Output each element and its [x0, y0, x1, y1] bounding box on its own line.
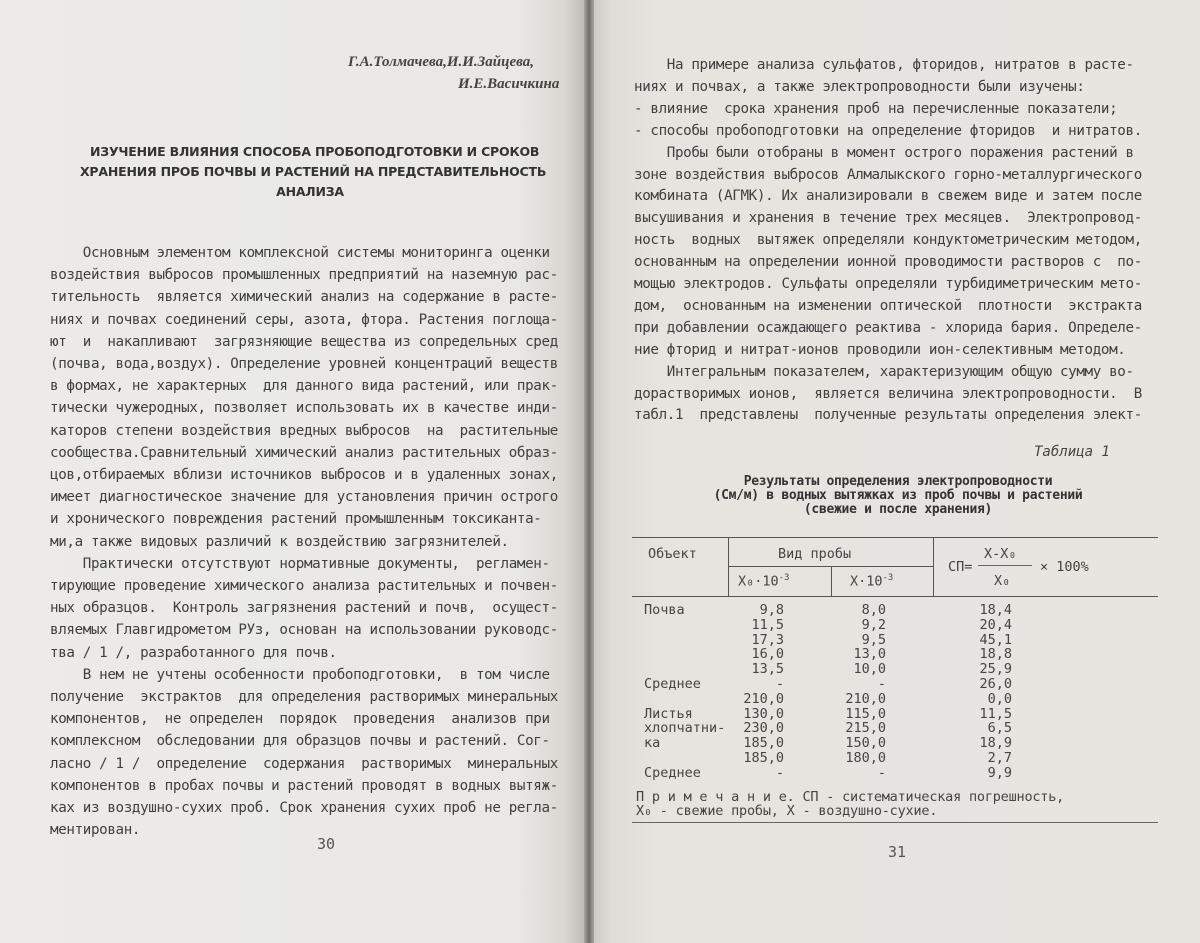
cell-object: Среднее [644, 676, 701, 692]
cell-x: - [877, 764, 886, 781]
cell-x0: 13,5 [751, 661, 784, 678]
table-note-line-2: X₀ - свежие пробы, X - воздушно-сухие. [636, 803, 938, 819]
cell-x: 215,0 [845, 720, 886, 737]
article-title-line-1: ИЗУЧЕНИЕ ВЛИЯНИЯ СПОСОБА ПРОБОПОДГОТОВКИ И СРОКОВ [90, 144, 540, 159]
cell-object: Листья [644, 705, 693, 722]
cell-sp: 26,0 [979, 676, 1012, 692]
body-text-line: ках из воздушно-сухих проб. Срок хранения сухих проб не регла- [50, 800, 558, 816]
body-text-line: ниях и почвах, а также электропроводности были изучены: [634, 78, 1085, 95]
body-text-line: ментирован. [50, 822, 141, 839]
table-title-line-2: (См/м) в водных вытяжках из проб почвы и растений [713, 488, 1083, 503]
body-text-line: зоне воздействия выбросов Алмалыкского горно-металлургического [634, 166, 1142, 183]
cell-sp: 25,9 [979, 661, 1012, 678]
cell-x0: 17,3 [751, 631, 784, 648]
right-page [588, 0, 1200, 943]
body-text-line: ми,а также видовых различий к воздействию загрязнителей. [50, 533, 509, 550]
cell-sp: 20,4 [979, 616, 1012, 633]
cell-x: 210,0 [845, 690, 886, 707]
cell-x: 8,0 [861, 602, 886, 618]
table-caption: Таблица 1 [1034, 444, 1110, 460]
table-top-rule [632, 537, 1158, 538]
body-text-line: В нем не учтены особенности пробоподготовки, в том числе [50, 666, 550, 683]
cell-x0: 9,8 [759, 602, 784, 618]
body-text-line: дорастворимых ионов, является величина электропроводности. В [634, 385, 1142, 402]
article-title-line-3: АНАЛИЗА [276, 184, 344, 199]
cell-x: 115,0 [845, 705, 886, 722]
header-sp-suffix: × 100% [1040, 559, 1089, 575]
header-sp-denominator: X₀ [994, 573, 1011, 589]
cell-x: 10,0 [853, 661, 886, 678]
body-text-line: Основным элементом комплексной системы мониторинга оценки [50, 245, 550, 261]
authors-line-1: Г.А.Толмачева,И.И.Зайцева, [348, 54, 534, 70]
body-text-line: имеет диагностическое значение для установления причин острого [50, 489, 558, 506]
cell-x: - [877, 676, 886, 692]
cell-x0: 11,5 [751, 616, 784, 633]
body-text-line: компонентов, не определен порядок проведения анализов при [50, 711, 550, 728]
body-text-line: ние фторид и нитрат-ионов проводили ион-селективным методом. [634, 341, 1126, 358]
cell-x0: 185,0 [743, 750, 784, 766]
body-text-line: - способы пробоподготовки на определение фторидов и нитратов. [634, 122, 1142, 139]
page-number-right: 31 [888, 843, 907, 861]
cell-x: 9,5 [861, 631, 886, 648]
cell-x0: 210,0 [743, 690, 784, 707]
cell-sp: 6,5 [987, 720, 1012, 737]
body-text-line: ность водных вытяжек определяли кондуктометрическим методом, [634, 232, 1142, 249]
table-col-divider-2 [831, 566, 832, 596]
body-text-line: получение экстрактов для определения растворимых минеральных [50, 689, 558, 705]
cell-x0: - [775, 676, 784, 692]
cell-sp: 18,4 [979, 602, 1012, 618]
body-text-line: Пробы были отобраны в момент острого поражения растений в [634, 144, 1134, 161]
body-text-line: и хронического повреждения растений промышленным токсиканта- [50, 511, 542, 528]
body-text-line: компонентов в пробах почвы и растений проводят в водных вытяж- [50, 777, 558, 794]
table-col-divider-1 [728, 537, 729, 596]
body-text-line: - влияние срока хранения проб на перечисленные показатели; [634, 100, 1118, 117]
body-text-line: ниях и почвах соединений серы, азота, фтора. Растения поглоща- [50, 311, 558, 328]
page-number-left: 30 [317, 835, 336, 853]
body-text-line: высушивания и хранения в течение трех месяцев. Электропровод- [634, 210, 1142, 227]
table-col-divider-3 [933, 537, 934, 596]
body-text-line: тически чужеродных, позволяет использовать их в качестве инди- [50, 400, 558, 417]
header-sp-fraction-bar [978, 565, 1032, 566]
body-text-line: воздействия выбросов промышленных предприятий на наземную рас- [50, 267, 558, 284]
header-sp-numerator: X-X₀ [984, 546, 1017, 562]
header-object: Объект [648, 546, 697, 562]
body-text-line: вляемых Главгидрометом РУз, основан на использовании руководс- [50, 622, 558, 639]
body-text-line: тва / 1 /, разработанного для почв. [50, 644, 337, 661]
body-text-line: основанным на определении ионной проводимости растворов с по- [634, 254, 1142, 271]
cell-sp: 11,5 [979, 705, 1012, 722]
body-text-line: каторов степени воздействия вредных выбросов на растительные [50, 422, 558, 439]
cell-x: 150,0 [845, 735, 886, 752]
table-title-line-1: Результаты определения электропроводности [743, 474, 1053, 489]
body-text-line: мощью электродов. Сульфаты определяли турбидиметрическим мето- [634, 276, 1142, 292]
table-bottom-rule [632, 822, 1158, 823]
cell-sp: 45,1 [979, 631, 1012, 648]
body-text-line: ных образцов. Контроль загрязнения растений и почв, осущест- [50, 600, 558, 617]
cell-x: 9,2 [861, 616, 886, 633]
body-text-line: ют и накапливают загрязняющие вещества из сопредельных сред [50, 333, 558, 350]
header-x: $X\cdot 10^{-3}$ [850, 573, 894, 590]
body-text-line: дом, основанным на изменении оптической плотности экстракта [634, 297, 1142, 314]
cell-x0: 130,0 [743, 705, 784, 722]
cell-object: ка [644, 735, 661, 752]
book-gutter [584, 0, 594, 943]
body-text-line: (почва, вода,воздух). Определение уровней концентраций веществ [50, 356, 558, 372]
cell-x0: 230,0 [743, 720, 784, 737]
cell-x: 180,0 [845, 750, 886, 766]
cell-sp: 18,8 [979, 646, 1012, 663]
cell-sp: 9,9 [987, 764, 1012, 781]
body-text-line: в формах, не характерных для данного вида растений, или прак- [50, 378, 558, 395]
body-text-line: Интегральным показателем, характеризующим общую сумму во- [634, 363, 1134, 380]
table-note-line-1: П р и м е ч а н и е. СП - систематическая погрешность, [636, 789, 1065, 805]
cell-sp: 0,0 [987, 690, 1012, 707]
header-sample-type: Вид пробы [778, 546, 852, 562]
body-text-line: На примере анализа сульфатов, фторидов, нитратов в расте- [634, 57, 1134, 73]
cell-x: 13,0 [853, 646, 886, 663]
article-title-line-2: ХРАНЕНИЯ ПРОБ ПОЧВЫ И РАСТЕНИЙ НА ПРЕДСТАВИТЕЛЬНОСТЬ [80, 164, 547, 179]
left-page [0, 0, 588, 943]
cell-object: Почва [644, 602, 685, 618]
table-title-line-3: (свежие и после хранения) [803, 502, 993, 517]
cell-x0: 16,0 [751, 646, 784, 663]
body-text-line: цов,отбираемых вблизи источников выбросов и в удаленных зонах, [50, 467, 558, 483]
cell-sp: 18,9 [979, 735, 1012, 752]
body-text-line: тирующие проведение химического анализа растительных и почвен- [50, 578, 558, 594]
body-text-line: комплексном обследовании для образцов почвы и растений. Сог- [50, 733, 550, 750]
body-text-line: табл.1 представлены полученные результаты определения элект- [634, 407, 1142, 424]
body-text-line: ласно / 1 / определение содержания растворимых минеральных [50, 755, 558, 772]
cell-x0: 185,0 [743, 735, 784, 752]
cell-object: хлопчатни- [644, 720, 726, 737]
table-header-bottom-rule [632, 596, 1158, 597]
header-sp-prefix: СП= [948, 559, 973, 575]
body-text-line: комбината (АГМК). Их анализировали в свежем виде и затем после [634, 188, 1142, 205]
cell-object: Среднее [644, 764, 701, 781]
cell-sp: 2,7 [987, 750, 1012, 766]
authors-line-2: И.Е.Васичкина [458, 76, 560, 92]
body-text-line: тительность является химический анализ на содержание в расте- [50, 289, 558, 306]
cell-x0: - [775, 764, 784, 781]
body-text-line: сообщества.Сравнительный химический анализ растительных образ- [50, 444, 558, 461]
header-x0: $X_0\cdot 10^{-3}$ [738, 573, 790, 590]
body-text-line: Практически отсутствуют нормативные документы, регламен- [50, 555, 550, 572]
body-text-line: при добавлении осаждающего реактива - хлорида бария. Определе- [634, 319, 1142, 336]
